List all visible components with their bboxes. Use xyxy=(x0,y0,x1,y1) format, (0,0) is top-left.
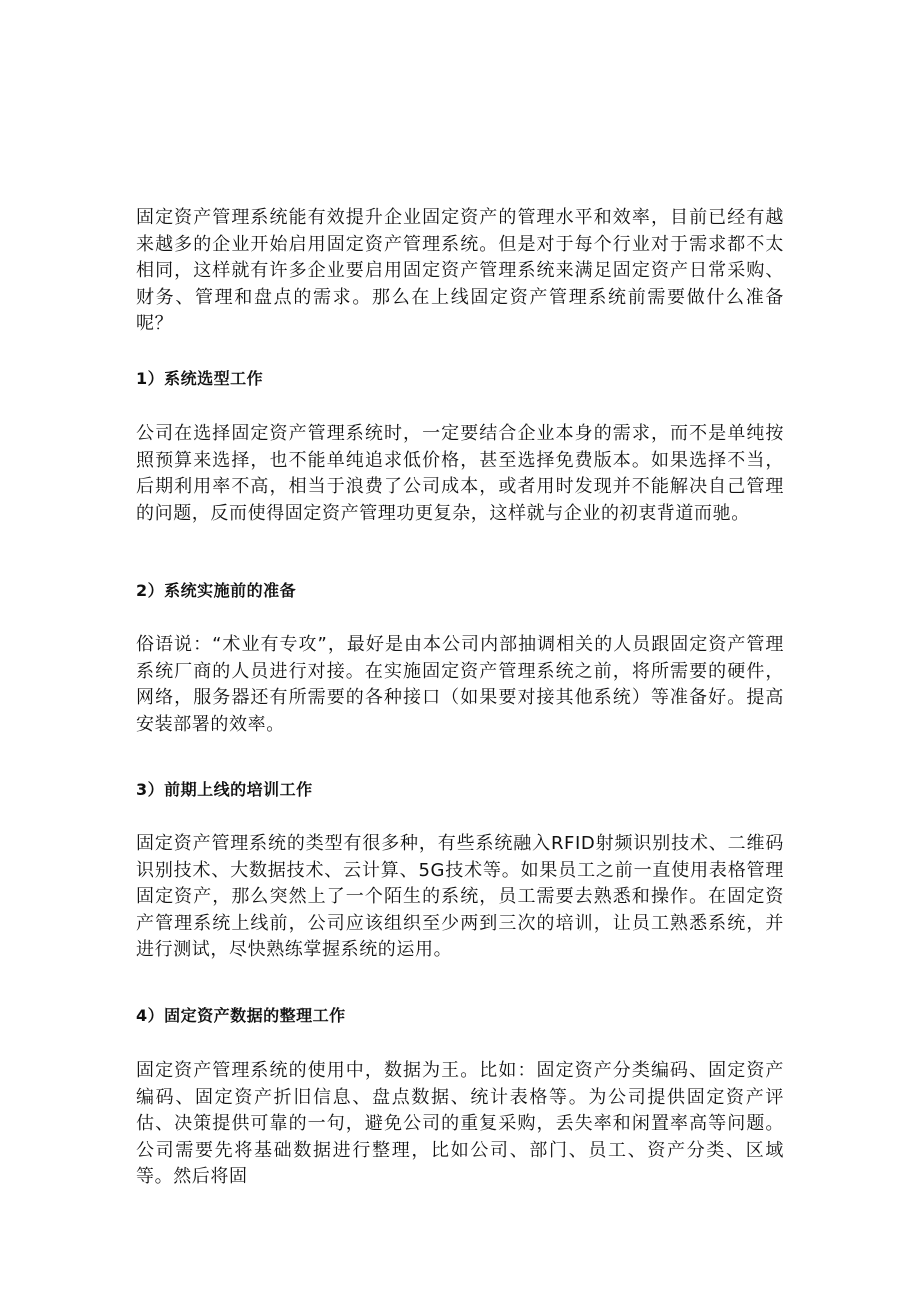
section-4-heading: 4）固定资产数据的整理工作 xyxy=(136,1006,346,1025)
section-4-body: 固定资产管理系统的使用中，数据为王。比如：固定资产分类编码、固定资产编码、固定资产折旧信息、盘点数据、统计表格等。为公司提供固定资产评估、决策提供可靠的一句，避免公司的重复采购，丢失率和闲置率高等问题。公司需要先将基础数据进行整理，比如公司、部门、员工、资产分类、区域等。然后将固 xyxy=(136,1060,784,1187)
section-3-heading: 3）前期上线的培训工作 xyxy=(136,780,313,799)
section-3-body: 固定资产管理系统的类型有很多种，有些系统融入RFID射频识别技术、二维码识别技术、大数据技术、云计算、5G技术等。如果员工之前一直使用表格管理固定资产，那么突然上了一个陌生的系统，员工需要去熟悉和操作。在固定资产管理系统上线前，公司应该组织至少两到三次的培训，让员工熟悉系统，并进行测试，尽快熟练掌握系统的运用。 xyxy=(136,833,784,960)
section-2-body: 俗语说：“术业有专攻”，最好是由本公司内部抽调相关的人员跟固定资产管理系统厂商的人员进行对接。在实施固定资产管理系统之前，将所需要的硬件，网络，服务器还有所需要的各种接口（如果要对接其他系统）等准备好。提高安装部署的效率。 xyxy=(136,634,784,735)
section-1-body: 公司在选择固定资产管理系统时，一定要结合企业本身的需求，而不是单纯按照预算来选择，也不能单纯追求低价格，甚至选择免费版本。如果选择不当，后期利用率不高，相当于浪费了公司成本，或者用时发现并不能解决自己管理的问题，反而使得固定资产管理功更复杂，这样就与企业的初衷背道而驰。 xyxy=(136,423,784,524)
section-1-heading: 1）系统选型工作 xyxy=(136,369,264,388)
intro-paragraph: 固定资产管理系统能有效提升企业固定资产的管理水平和效率，目前已经有越来越多的企业开始启用固定资产管理系统。但是对于每个行业对于需求都不太相同，这样就有许多企业要启用固定资产管理系统来满足固定资产日常采购、财务、管理和盘点的需求。那么在上线固定资产管理系统前需要做什么准备呢？ xyxy=(136,207,784,334)
section-2-heading: 2）系统实施前的准备 xyxy=(136,581,297,600)
